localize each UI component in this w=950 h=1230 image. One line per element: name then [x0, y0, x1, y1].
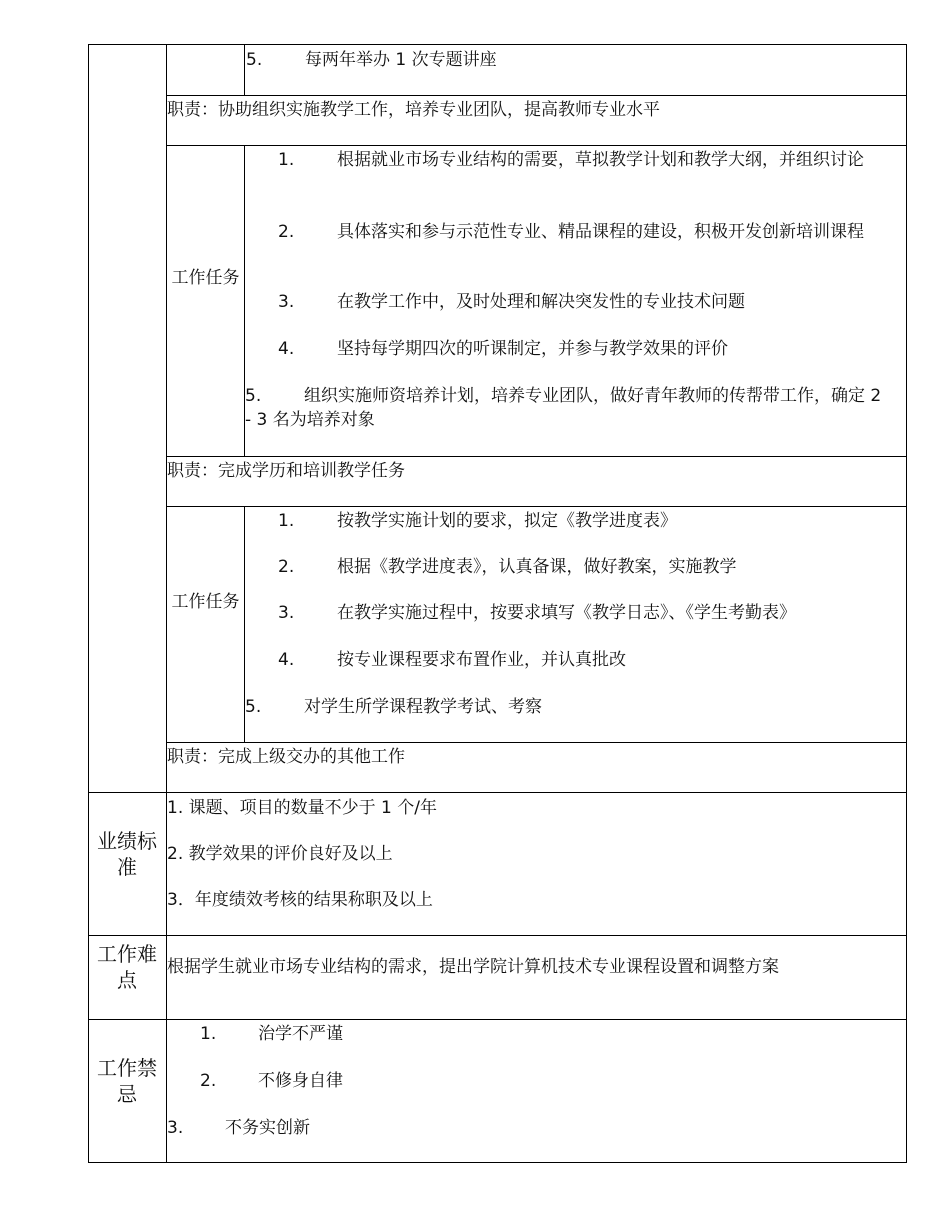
table-border-bottom — [88, 1162, 907, 1163]
list-text: 在教学实施过程中，按要求填写《教学日志》、《学生考勤表》 — [337, 603, 796, 623]
tasks-1-item — [278, 337, 728, 361]
row-divider — [166, 506, 907, 507]
performance-label: 业绩标准 — [97, 829, 157, 879]
tasks-1-item — [278, 148, 900, 172]
row-divider — [166, 456, 907, 457]
list-text: 根据就业市场专业结构的需要，草拟教学计划和教学大纲，并组织讨论 — [337, 150, 864, 170]
list-text: 每两年举办 1 次专题讲座 — [305, 50, 497, 70]
table-border-right — [906, 44, 907, 1163]
row-divider — [166, 145, 907, 146]
top-list-item — [246, 48, 497, 72]
taboo-label: 工作禁忌 — [97, 1056, 157, 1106]
list-number: 2. — [278, 557, 295, 577]
performance-item: 1. 课题、项目的数量不少于 1 个/年 — [167, 798, 437, 818]
list-text: 不修身自律 — [258, 1071, 343, 1091]
taboo-item — [200, 1022, 343, 1046]
list-text: 按专业课程要求布置作业，并认真批改 — [337, 650, 626, 670]
tasks-1-item — [278, 290, 745, 314]
tasks-2-item — [278, 601, 796, 625]
duty-1-text: 职责：协助组织实施教学工作，培养专业团队，提高教师专业水平 — [167, 100, 660, 120]
list-text: 组织实施师资培养计划，培养专业团队，做好青年教师的传帮带工作，确定 2 - 3 名为培养对象 — [245, 386, 882, 430]
row-divider — [88, 1019, 907, 1020]
tasks-2-item — [278, 648, 626, 672]
list-number: 2. — [278, 222, 295, 242]
difficulty-label: 工作难点 — [97, 942, 157, 992]
list-text: 不务实创新 — [225, 1118, 310, 1138]
list-number: 1. — [278, 150, 295, 170]
list-text: 治学不严谨 — [258, 1024, 343, 1044]
table-border-top — [88, 44, 907, 45]
tasks-2-item — [245, 695, 542, 719]
list-number: 4. — [278, 650, 295, 670]
row-divider — [166, 742, 907, 743]
list-text: 对学生所学课程教学考试、考察 — [304, 697, 542, 717]
tasks-2-item — [278, 555, 737, 579]
duty-2-text: 职责：完成学历和培训教学任务 — [167, 461, 405, 481]
tasks-2-label: 工作任务 — [171, 592, 240, 612]
tasks-1-item — [278, 220, 900, 244]
row-divider — [88, 792, 907, 793]
taboo-item — [200, 1069, 343, 1093]
list-number: 5. — [245, 386, 262, 406]
tasks-1-label: 工作任务 — [171, 268, 240, 288]
list-number: 1. — [200, 1024, 217, 1044]
table-border-left — [88, 44, 89, 1163]
duty-3-text: 职责：完成上级交办的其他工作 — [167, 747, 405, 767]
row-divider — [88, 935, 907, 936]
list-number: 1. — [278, 511, 295, 531]
list-number: 3. — [167, 1118, 184, 1138]
performance-item: 2. 教学效果的评价良好及以上 — [167, 844, 393, 864]
taboo-item — [167, 1116, 310, 1140]
list-number: 5. — [246, 50, 263, 70]
list-text: 根据《教学进度表》，认真备课，做好教案，实施教学 — [337, 557, 737, 577]
list-text: 按教学实施计划的要求，拟定《教学进度表》 — [337, 511, 677, 531]
list-number: 2. — [200, 1071, 217, 1091]
row-divider — [166, 95, 907, 96]
list-text: 坚持每学期四次的听课制定，并参与教学效果的评价 — [337, 339, 728, 359]
tasks-1-item — [245, 384, 885, 432]
list-number: 4. — [278, 339, 295, 359]
tasks-2-item — [278, 509, 677, 533]
list-number: 3. — [278, 292, 295, 312]
list-text: 具体落实和参与示范性专业、精品课程的建设，积极开发创新培训课程 — [337, 222, 864, 242]
list-number: 5. — [245, 697, 262, 717]
performance-item: 3．年度绩效考核的结果称职及以上 — [167, 890, 433, 910]
difficulty-text: 根据学生就业市场专业结构的需求，提出学院计算机技术专业课程设置和调整方案 — [167, 957, 779, 977]
list-text: 在教学工作中，及时处理和解决突发性的专业技术问题 — [337, 292, 745, 312]
list-number: 3. — [278, 603, 295, 623]
